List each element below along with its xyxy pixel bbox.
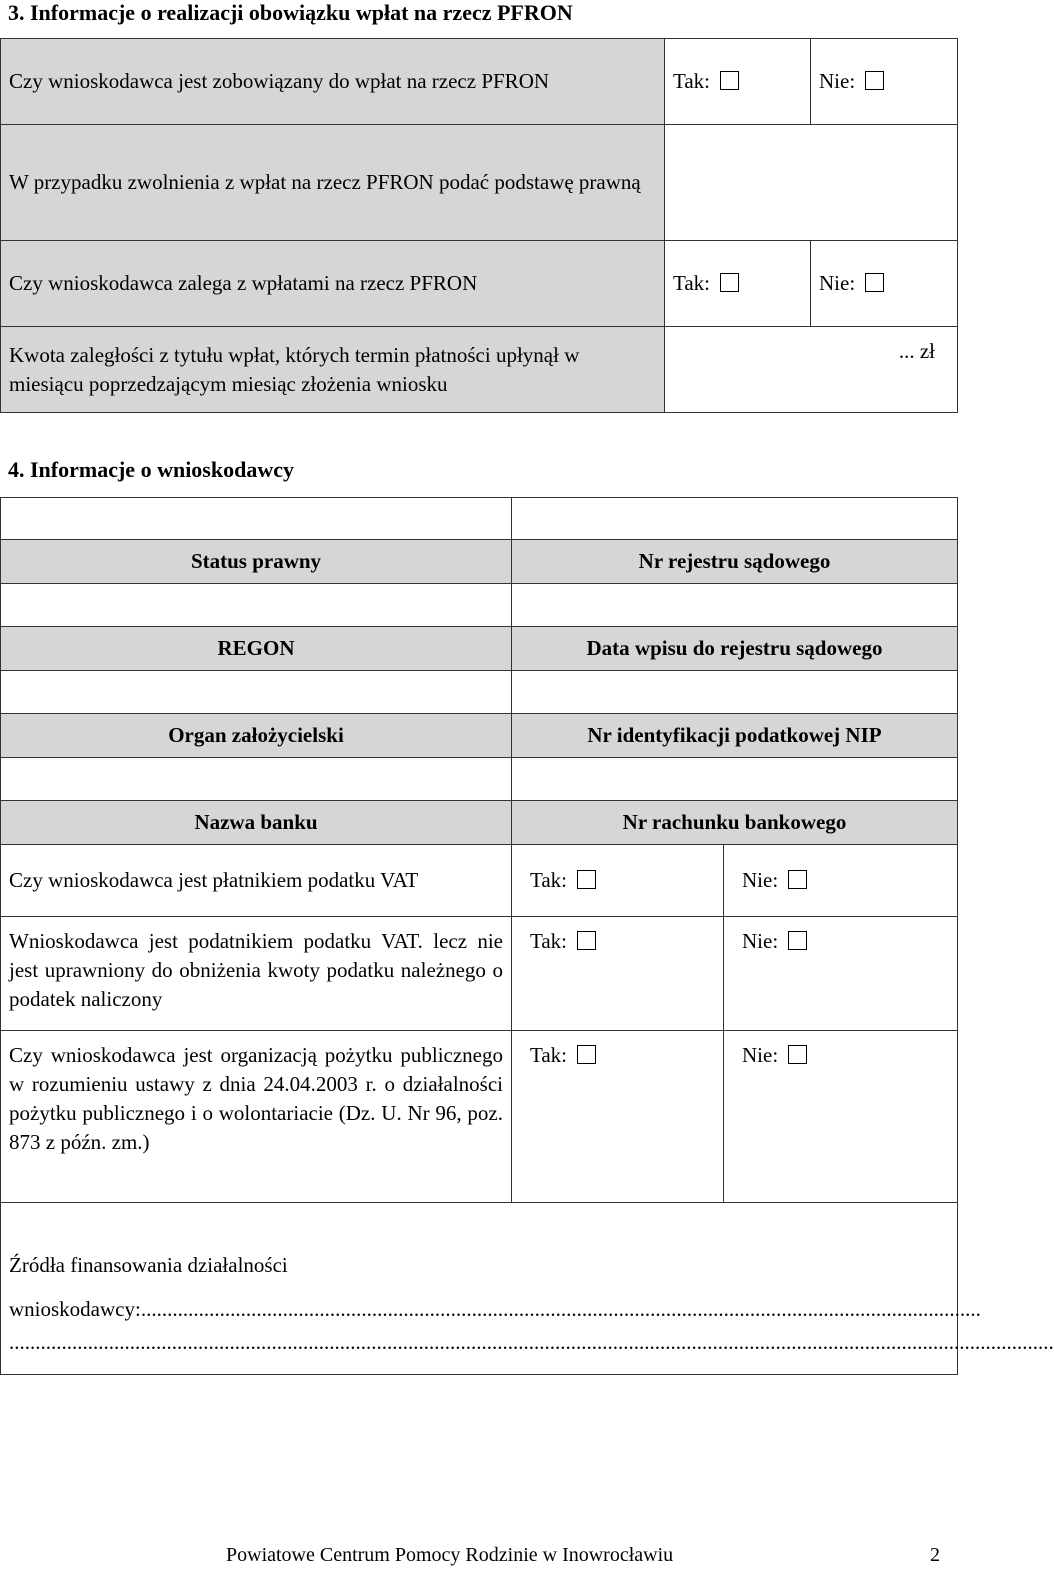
checkbox-yes[interactable] bbox=[577, 931, 596, 950]
no-label: Nie: bbox=[742, 868, 779, 892]
krs-date-value-field[interactable] bbox=[512, 584, 958, 627]
yes-label: Tak: bbox=[530, 929, 568, 953]
nip-value-field[interactable] bbox=[512, 671, 958, 714]
vat-taxpayer-no[interactable] bbox=[724, 917, 958, 1031]
yes-label: Tak: bbox=[530, 868, 568, 892]
pfron-arrears-yes[interactable] bbox=[665, 241, 811, 327]
opp-yes[interactable] bbox=[512, 1031, 724, 1203]
bank-value-field[interactable] bbox=[1, 758, 512, 801]
vat-taxpayer-question: Wnioskodawca jest podatnikiem podatku VAT. lecz nie jest uprawniony do obniżenia kwoty podatku należnego o podatek naliczony bbox=[1, 917, 512, 1031]
no-label: Nie: bbox=[742, 929, 779, 953]
pfron-arrears-question: Czy wnioskodawca zalega z wpłatami na rzecz PFRON bbox=[1, 241, 665, 327]
page-footer bbox=[0, 1540, 960, 1570]
no-label: Nie: bbox=[819, 271, 856, 295]
checkbox-yes[interactable] bbox=[720, 273, 739, 292]
nip-label: Nr identyfikacji podatkowej NIP bbox=[512, 714, 958, 758]
pfron-exemption-question: W przypadku zwolnienia z wpłat na rzecz PFRON podać podstawę prawną bbox=[1, 125, 665, 241]
account-label: Nr rachunku bankowego bbox=[512, 801, 958, 845]
vat-payer-no[interactable] bbox=[724, 845, 958, 917]
no-label: Nie: bbox=[819, 69, 856, 93]
checkbox-no[interactable] bbox=[865, 273, 884, 292]
checkbox-no[interactable] bbox=[865, 71, 884, 90]
checkbox-yes[interactable] bbox=[577, 1045, 596, 1064]
founder-value-field[interactable] bbox=[1, 671, 512, 714]
pfron-arrears-no[interactable] bbox=[811, 241, 958, 327]
vat-payer-question: Czy wnioskodawca jest płatnikiem podatku VAT bbox=[1, 845, 512, 917]
pfron-table bbox=[0, 38, 958, 413]
yes-label: Tak: bbox=[530, 1043, 568, 1067]
krs-value-field[interactable] bbox=[512, 498, 958, 540]
krs-date-label: Data wpisu do rejestru sądowego bbox=[512, 627, 958, 671]
checkbox-yes[interactable] bbox=[720, 71, 739, 90]
footer-organization: Powiatowe Centrum Pomocy Rodzinie w Inowrocławiu bbox=[226, 1544, 674, 1566]
applicant-table bbox=[0, 497, 1054, 1375]
pfron-obligation-no[interactable] bbox=[811, 39, 958, 125]
section-4-title: 4. Informacje o wnioskodawcy bbox=[8, 457, 294, 482]
founder-label: Organ założycielski bbox=[1, 714, 512, 758]
pfron-exemption-field[interactable] bbox=[665, 125, 958, 241]
funding-line2 bbox=[9, 1287, 981, 1331]
yes-label: Tak: bbox=[673, 69, 711, 93]
opp-question: Czy wnioskodawca jest organizacją pożytku publicznego w rozumieniu ustawy z dnia 24.04.2003 r. o działalności pożytku publicznego i o wolontariacie (Dz. U. Nr 96, poz. 873 z późn. zm.) bbox=[1, 1031, 512, 1203]
status-label: Status prawny bbox=[1, 540, 512, 584]
regon-value-field[interactable] bbox=[1, 584, 512, 627]
funding-field[interactable] bbox=[1, 1203, 1054, 1375]
funding-dots-line3: ....................................................................................................................................................................................................... bbox=[9, 1330, 1054, 1354]
vat-payer-yes[interactable] bbox=[512, 845, 724, 917]
no-label: Nie: bbox=[742, 1043, 779, 1067]
section-3-title: 3. Informacje o realizacji obowiązku wpłat na rzecz PFRON bbox=[8, 0, 573, 25]
regon-label: REGON bbox=[1, 627, 512, 671]
yes-label: Tak: bbox=[673, 271, 711, 295]
checkbox-no[interactable] bbox=[788, 870, 807, 889]
account-value-field[interactable] bbox=[512, 758, 958, 801]
pfron-obligation-question: Czy wnioskodawca jest zobowiązany do wpłat na rzecz PFRON bbox=[1, 39, 665, 125]
pfron-arrears-amount-question: Kwota zaległości z tytułu wpłat, których termin płatności upłynął w miesiącu poprzedzającym miesiąc złożenia wniosku bbox=[1, 327, 665, 413]
checkbox-yes[interactable] bbox=[577, 870, 596, 889]
funding-dots: ................................................................................................................................................................ bbox=[140, 1297, 981, 1321]
bank-label: Nazwa banku bbox=[1, 801, 512, 845]
page-number: 2 bbox=[930, 1544, 940, 1566]
opp-no[interactable] bbox=[724, 1031, 958, 1203]
checkbox-no[interactable] bbox=[788, 931, 807, 950]
funding-label-line1: Źródła finansowania działalności bbox=[9, 1253, 288, 1277]
vat-taxpayer-yes[interactable] bbox=[512, 917, 724, 1031]
krs-label: Nr rejestru sądowego bbox=[512, 540, 958, 584]
checkbox-no[interactable] bbox=[788, 1045, 807, 1064]
funding-label-line2: wnioskodawcy: bbox=[9, 1297, 141, 1321]
pfron-obligation-yes[interactable] bbox=[665, 39, 811, 125]
status-value-field[interactable] bbox=[1, 498, 512, 540]
pfron-arrears-amount-field[interactable]: ... zł bbox=[665, 327, 958, 413]
